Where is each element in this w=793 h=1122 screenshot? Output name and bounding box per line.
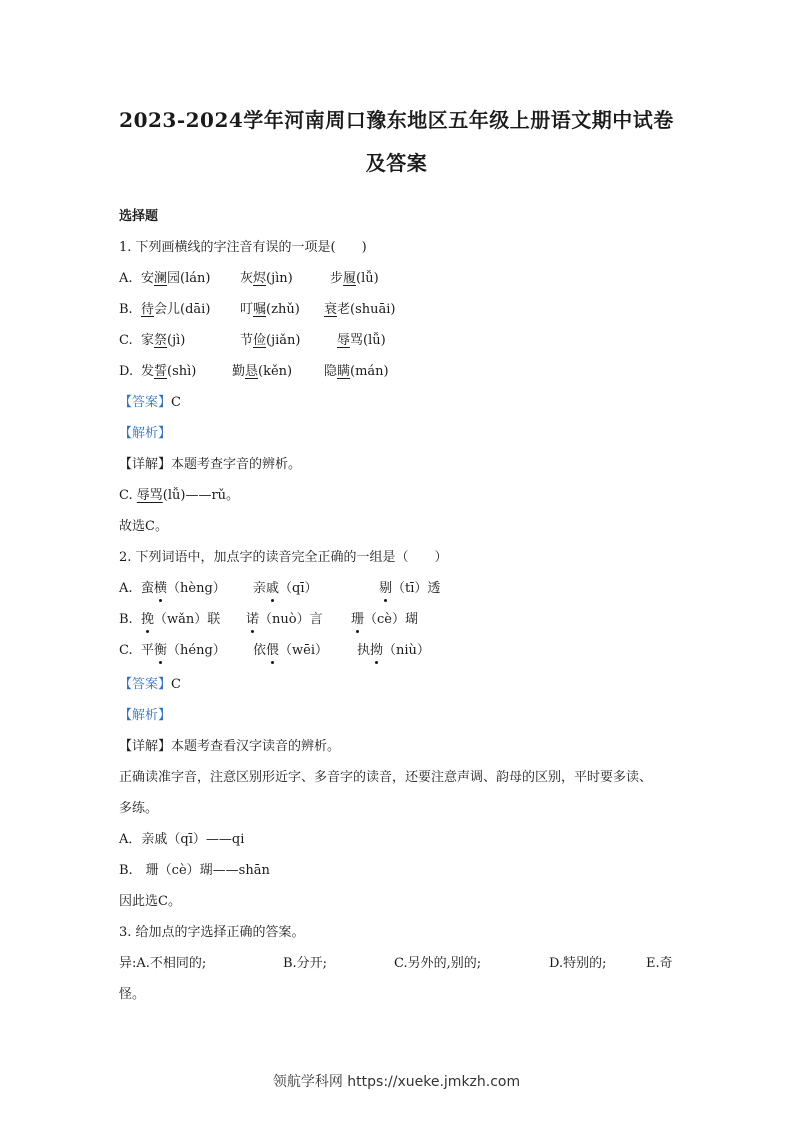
question-1-conclusion: 故选C。 [119, 519, 168, 534]
question-1-correction: C. 辱骂(lǚ)——rǔ。 [119, 488, 240, 503]
question-2-paragraph: 正确读准字音，注意区别形近字、多音字的读音，还要注意声调、韵母的区别，平时要多读、 [119, 770, 653, 785]
question-2-detail: 【详解】本题考查看汉字读音的辨析。 [119, 739, 341, 754]
question-3-stem: 3. 给加点的字选择正确的答案。 [119, 925, 305, 940]
question-3-option-a: 异:A.不相同的; [119, 956, 207, 971]
question-3-option-d: D.特别的; [549, 956, 607, 971]
question-3-option-e-continued: 怪。 [119, 987, 146, 1002]
question-2-correction-b: B. 珊（cè）瑚——shān [119, 863, 270, 878]
question-2-paragraph-continued: 多练。 [119, 801, 159, 816]
document-title-continued: 及答案 [365, 151, 428, 175]
question-2-conclusion: 因此选C。 [119, 894, 181, 909]
question-3-option-b: B.分开; [283, 956, 328, 971]
question-2-analysis-label: 【解析】 [119, 708, 172, 723]
question-1-analysis-label: 【解析】 [119, 426, 172, 441]
section-heading: 选择题 [119, 209, 159, 224]
question-1-answer: 【答案】C [119, 395, 181, 410]
question-1-detail: 【详解】本题考查字音的辨析。 [119, 457, 302, 472]
question-2-answer: 【答案】C [119, 677, 181, 692]
question-3-option-c: C.另外的,别的; [394, 956, 482, 971]
question-1-stem: 1. 下列画横线的字注音有误的一项是( ) [119, 240, 367, 255]
question-2-stem: 2. 下列词语中，加点字的读音完全正确的一组是（ ） [119, 550, 448, 565]
footer-watermark: 领航学科网 https://xueke.jmkzh.com [272, 1074, 521, 1090]
document-title: 2023-2024学年河南周口豫东地区五年级上册语文期中试卷 [119, 108, 674, 132]
question-3-option-e: E.奇 [646, 956, 673, 971]
question-2-correction-a: A．亲戚（qī）——qi [119, 832, 245, 847]
